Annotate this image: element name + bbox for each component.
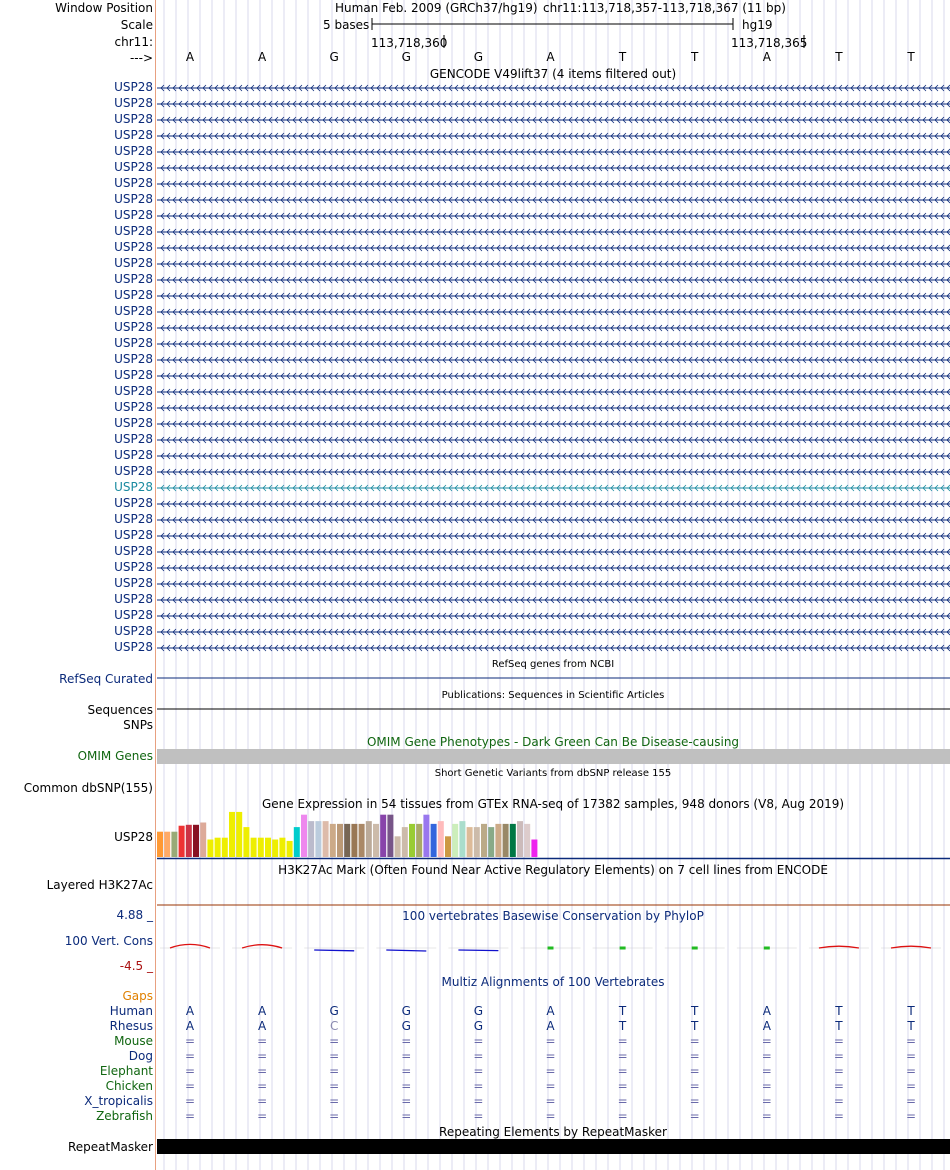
gtex-tissue-bar[interactable] (287, 841, 293, 857)
gtex-tissue-bar[interactable] (294, 827, 300, 857)
alignment-base: = (184, 1049, 196, 1063)
phylop-score-mark (386, 950, 426, 951)
gene-label[interactable]: USP28 (114, 592, 153, 606)
gene-label[interactable]: USP28 (114, 384, 153, 398)
gtex-tissue-bar[interactable] (445, 836, 451, 857)
gene-feature[interactable] (157, 611, 950, 621)
alignment-base: A (185, 1004, 195, 1018)
gtex-tissue-bar[interactable] (157, 832, 163, 857)
gene-feature[interactable] (157, 291, 950, 301)
gtex-tissue-bar[interactable] (467, 827, 473, 857)
gtex-tissue-bar[interactable] (265, 838, 271, 857)
gene-feature[interactable] (157, 643, 950, 653)
gene-label[interactable]: USP28 (114, 576, 153, 590)
phylop-axis-min: -4.5 _ (119, 959, 153, 973)
gene-label[interactable]: USP28 (114, 112, 153, 126)
base-letter: T (835, 50, 843, 64)
gtex-tissue-bar[interactable] (207, 840, 213, 857)
gene-feature[interactable] (157, 579, 950, 589)
alignment-base: = (329, 1109, 340, 1123)
h3k27ac-track-title[interactable]: H3K27Ac Mark (Often Found Near Active Regulatory Elements) on 7 cell lines from ENCODE (278, 863, 828, 877)
gene-feature[interactable] (157, 499, 950, 509)
phylop-score-mark (314, 950, 354, 951)
phylop-plot[interactable] (157, 930, 950, 960)
alignment-base: = (329, 1094, 340, 1108)
gene-feature[interactable] (157, 99, 950, 109)
base-letter: A (257, 50, 267, 64)
refseq-line[interactable] (157, 677, 950, 680)
alignment-base: = (329, 1049, 340, 1063)
alignment-base: = (473, 1109, 484, 1123)
pubs-label-sequences: Sequences (87, 703, 153, 717)
gtex-tissue-bar[interactable] (215, 838, 221, 857)
gene-label[interactable]: USP28 (114, 192, 153, 206)
base-letter: G (401, 50, 411, 64)
gene-label[interactable]: USP28 (114, 208, 153, 222)
gtex-tissue-bar[interactable] (431, 824, 437, 857)
phylop-axis-max: 4.88 _ (116, 908, 153, 922)
gene-label[interactable]: USP28 (114, 624, 153, 638)
gene-feature[interactable] (157, 275, 950, 285)
base-letter: T (907, 50, 915, 64)
gene-label[interactable]: USP28 (114, 336, 153, 350)
alignment-base: = (689, 1049, 700, 1063)
alignment-base: = (761, 1079, 772, 1093)
gtex-tissue-bar[interactable] (395, 836, 401, 857)
gtex-tissue-bar[interactable] (272, 840, 278, 857)
multiz-gaps-label: Gaps (122, 989, 153, 1003)
alignment-base: = (545, 1064, 556, 1078)
gtex-tissue-bar[interactable] (380, 815, 386, 857)
alignment-base: = (401, 1049, 412, 1063)
species-label: Dog (128, 1049, 153, 1063)
alignment-base: = (545, 1049, 556, 1063)
pubs-line[interactable] (157, 708, 950, 711)
gtex-tissue-bar[interactable] (402, 827, 408, 857)
gtex-tissue-bar[interactable] (279, 838, 285, 857)
gene-feature[interactable] (157, 355, 950, 365)
alignment-base: = (257, 1034, 268, 1048)
rmsk-track-title[interactable]: Repeating Elements by RepeatMasker (439, 1125, 667, 1139)
gtex-tissue-bar[interactable] (171, 832, 177, 857)
coord-right: 113,718,365 (731, 36, 808, 50)
alignment-base: = (545, 1034, 556, 1048)
gtex-tissue-bar[interactable] (373, 824, 379, 857)
gene-feature[interactable] (157, 483, 950, 493)
h3k27ac-label: Layered H3K27Ac (46, 878, 153, 892)
gtex-tissue-bar[interactable] (193, 825, 199, 857)
alignment-base: T (691, 1004, 699, 1018)
alignment-base: = (257, 1064, 268, 1078)
gene-label[interactable]: USP28 (114, 400, 153, 414)
refseq-track-title[interactable]: RefSeq genes from NCBI (491, 659, 615, 670)
gtex-tissue-bar[interactable] (359, 824, 365, 857)
gene-feature[interactable] (157, 195, 950, 205)
omim-feature-bar[interactable] (157, 749, 950, 764)
gtex-tissue-bar[interactable] (229, 812, 235, 857)
gtex-tissue-bar[interactable] (495, 824, 501, 857)
gtex-tissue-bar[interactable] (258, 838, 264, 857)
base-letter: G (329, 50, 339, 64)
alignment-base: = (833, 1034, 844, 1048)
gtex-tissue-bar[interactable] (243, 827, 249, 857)
gene-feature[interactable] (157, 435, 950, 445)
gene-label[interactable]: USP28 (114, 368, 153, 382)
gene-feature[interactable] (157, 339, 950, 349)
alignment-base: C (329, 1019, 339, 1033)
gtex-tissue-bar[interactable] (423, 815, 429, 857)
gtex-tissue-bar[interactable] (438, 821, 444, 857)
alignment-base: = (401, 1079, 412, 1093)
gene-feature[interactable] (157, 387, 950, 397)
gene-feature[interactable] (157, 323, 950, 333)
alignment-base: = (689, 1079, 700, 1093)
base-letter: A (762, 50, 771, 64)
alignment-base: = (905, 1034, 917, 1048)
pubs-track-title[interactable]: Publications: Sequences in Scientific Articles (441, 690, 665, 701)
gtex-tissue-bar[interactable] (323, 821, 329, 857)
gene-label[interactable]: USP28 (114, 544, 153, 558)
alignment-base: T (835, 1004, 843, 1018)
alignment-base: A (546, 1004, 555, 1018)
phylop-score-mark (458, 950, 498, 951)
alignment-base: T (618, 1019, 627, 1033)
gtex-tissue-bar[interactable] (344, 824, 350, 857)
gene-label[interactable]: USP28 (114, 528, 153, 542)
phylop-track-title[interactable]: 100 vertebrates Basewise Conservation by PhyloP (402, 909, 704, 923)
gene-label[interactable]: USP28 (114, 432, 153, 446)
gene-label[interactable]: USP28 (114, 224, 153, 238)
gene-feature[interactable] (157, 227, 950, 237)
scale-label: Scale (120, 18, 153, 32)
gene-feature[interactable] (157, 563, 950, 573)
species-label: Elephant (99, 1064, 153, 1078)
gene-feature[interactable] (157, 115, 950, 125)
gene-label[interactable]: USP28 (114, 160, 153, 174)
gene-label[interactable]: USP28 (114, 608, 153, 622)
gtex-tissue-bar[interactable] (337, 824, 343, 857)
gene-label[interactable]: USP28 (114, 416, 153, 430)
alignment-base: = (473, 1079, 484, 1093)
rmsk-feature-bar[interactable] (157, 1139, 950, 1154)
gene-feature[interactable] (157, 307, 950, 317)
alignment-base: = (761, 1109, 772, 1123)
position-readout: chr11:113,718,357-113,718,367 (11 bp) (543, 1, 786, 15)
gene-label[interactable]: USP28 (114, 512, 153, 526)
gtex-gene-label[interactable]: USP28 (114, 830, 153, 844)
gtex-bar-chart[interactable] (157, 811, 950, 861)
gtex-tissue-bar[interactable] (503, 824, 509, 857)
gene-label[interactable]: USP28 (114, 176, 153, 190)
gene-feature[interactable] (157, 179, 950, 189)
alignment-base: = (257, 1109, 268, 1123)
gene-feature[interactable] (157, 243, 950, 253)
gene-label[interactable]: USP28 (114, 496, 153, 510)
alignment-base: = (905, 1094, 917, 1108)
alignment-base: = (833, 1079, 844, 1093)
omim-track-title[interactable]: OMIM Gene Phenotypes - Dark Green Can Be Disease-causing (366, 735, 740, 749)
gtex-tissue-bar[interactable] (315, 821, 321, 857)
species-label: Zebrafish (96, 1109, 153, 1123)
alignment-base: T (618, 1004, 627, 1018)
alignment-base: = (833, 1109, 844, 1123)
alignment-base: = (689, 1094, 700, 1108)
base-letter: A (185, 50, 195, 64)
gtex-tissue-bar[interactable] (416, 824, 422, 857)
gene-feature[interactable] (157, 83, 950, 93)
alignment-base: = (833, 1094, 844, 1108)
gene-feature[interactable] (157, 147, 950, 157)
alignment-base: = (545, 1094, 556, 1108)
omim-label[interactable]: OMIM Genes (77, 749, 153, 763)
alignment-base: = (184, 1034, 196, 1048)
gtex-tissue-bar[interactable] (488, 827, 494, 857)
alignment-base: = (401, 1094, 412, 1108)
scale-text: 5 bases (323, 18, 370, 32)
base-letter: G (473, 50, 484, 64)
gene-label[interactable]: USP28 (114, 464, 153, 478)
alignment-base: = (617, 1064, 628, 1078)
alignment-base: = (257, 1049, 268, 1063)
gene-label[interactable]: USP28 (114, 448, 153, 462)
alignment-base: = (617, 1034, 628, 1048)
gene-feature[interactable] (157, 627, 950, 637)
gtex-tissue-bar[interactable] (351, 824, 357, 857)
alignment-base: = (184, 1109, 196, 1123)
alignment-base: T (907, 1004, 915, 1018)
gene-feature[interactable] (157, 163, 950, 173)
db-label: hg19 (742, 18, 773, 32)
base-letter: A (546, 50, 555, 64)
gene-label[interactable]: USP28 (114, 560, 153, 574)
dbsnp-track-title[interactable]: Short Genetic Variants from dbSNP release 155 (434, 768, 672, 779)
alignment-base: = (617, 1079, 628, 1093)
gene-feature[interactable] (157, 131, 950, 141)
window-position-label: Window Position (55, 1, 153, 15)
phylop-score-mark (242, 945, 282, 948)
refseq-label[interactable]: RefSeq Curated (59, 672, 153, 686)
alignment-base: G (401, 1004, 411, 1018)
base-letter: T (691, 50, 699, 64)
alignment-base: = (617, 1049, 628, 1063)
gene-feature[interactable] (157, 531, 950, 541)
alignment-base: = (184, 1079, 196, 1093)
gene-label[interactable]: USP28 (114, 80, 153, 94)
dbsnp-label: Common dbSNP(155) (23, 781, 153, 795)
gene-label[interactable]: USP28 (114, 256, 153, 270)
alignment-base: = (401, 1064, 412, 1078)
gtex-tissue-bar[interactable] (251, 838, 257, 857)
gene-label[interactable]: USP28 (114, 96, 153, 110)
alignment-base: A (257, 1019, 267, 1033)
gene-label[interactable]: USP28 (114, 144, 153, 158)
phylop-label: 100 Vert. Cons (64, 934, 153, 948)
assembly-title: Human Feb. 2009 (GRCh37/hg19) (335, 1, 538, 15)
species-label: Human (109, 1004, 153, 1018)
alignment-base: = (473, 1049, 484, 1063)
chrom-label: chr11: (114, 35, 153, 49)
alignment-base: = (473, 1034, 484, 1048)
alignment-base: A (185, 1019, 195, 1033)
alignment-base: = (761, 1064, 772, 1078)
alignment-base: G (473, 1004, 484, 1018)
species-label: Mouse (114, 1034, 153, 1048)
gtex-tissue-bar[interactable] (301, 815, 307, 857)
alignment-base: G (329, 1004, 339, 1018)
rmsk-label: RepeatMasker (67, 1140, 153, 1154)
alignment-base: = (905, 1079, 917, 1093)
alignment-base: A (546, 1019, 555, 1033)
pubs-label-snps: SNPs (123, 718, 153, 732)
gene-label[interactable]: USP28 (114, 320, 153, 334)
gtex-tissue-bar[interactable] (452, 824, 458, 857)
species-label: Rhesus (109, 1019, 153, 1033)
alignment-base: = (329, 1064, 340, 1078)
gtex-tissue-bar[interactable] (164, 832, 170, 857)
gtex-tissue-bar[interactable] (531, 840, 537, 857)
alignment-base: = (905, 1064, 917, 1078)
gene-label[interactable]: USP28 (114, 240, 153, 254)
gencode-track-title[interactable]: GENCODE V49lift37 (4 items filtered out) (429, 67, 677, 81)
gene-feature[interactable] (157, 595, 950, 605)
alignment-base: A (257, 1004, 267, 1018)
gtex-tissue-bar[interactable] (474, 827, 480, 857)
alignment-base: = (761, 1094, 772, 1108)
alignment-base: = (401, 1034, 412, 1048)
alignment-base: = (761, 1034, 772, 1048)
alignment-base: A (762, 1004, 771, 1018)
gene-label[interactable]: USP28 (114, 128, 153, 142)
alignment-base: = (689, 1109, 700, 1123)
gtex-tissue-bar[interactable] (517, 821, 523, 857)
gene-label[interactable]: USP28 (114, 304, 153, 318)
gene-feature[interactable] (157, 403, 950, 413)
gtex-tissue-bar[interactable] (330, 824, 336, 857)
alignment-base: = (689, 1034, 700, 1048)
alignment-base: T (835, 1019, 843, 1033)
gtex-tissue-bar[interactable] (409, 824, 415, 857)
alignment-base: T (691, 1019, 699, 1033)
alignment-base: T (907, 1019, 915, 1033)
gene-feature[interactable] (157, 547, 950, 557)
alignment-base: = (545, 1109, 556, 1123)
gene-label[interactable]: USP28 (114, 272, 153, 286)
multiz-track-title[interactable]: Multiz Alignments of 100 Vertebrates (441, 975, 665, 989)
gene-feature[interactable] (157, 371, 950, 381)
coord-left: 113,718,360 (371, 36, 448, 50)
gene-feature[interactable] (157, 211, 950, 221)
h3k27ac-baseline (157, 904, 950, 907)
base-letter: T (618, 50, 627, 64)
alignment-base: = (833, 1049, 844, 1063)
alignment-base: = (473, 1064, 484, 1078)
gtex-tissue-bar[interactable] (200, 823, 206, 858)
alignment-base: = (545, 1079, 556, 1093)
strand-arrow-label: ---> (129, 51, 153, 65)
gtex-tissue-bar[interactable] (524, 824, 530, 857)
species-label: X_tropicalis (84, 1094, 153, 1108)
gene-feature[interactable] (157, 515, 950, 525)
gene-label[interactable]: USP28 (114, 480, 153, 494)
gtex-tissue-bar[interactable] (459, 821, 465, 857)
gene-feature[interactable] (157, 451, 950, 461)
gtex-tissue-bar[interactable] (510, 824, 516, 857)
gtex-tissue-bar[interactable] (481, 824, 487, 857)
alignment-base: = (833, 1064, 844, 1078)
alignment-base: = (257, 1094, 268, 1108)
alignment-base: = (905, 1049, 917, 1063)
gtex-track-title[interactable]: Gene Expression in 54 tissues from GTEx RNA-seq of 17382 samples, 948 donors (V8, Aug 2019) (261, 797, 845, 811)
gtex-tissue-bar[interactable] (387, 815, 393, 857)
gtex-tissue-bar[interactable] (222, 838, 228, 857)
alignment-base: = (689, 1064, 700, 1078)
alignment-base: = (617, 1109, 628, 1123)
alignment-base: = (401, 1109, 412, 1123)
gtex-tissue-bar[interactable] (236, 812, 242, 857)
gtex-tissue-bar[interactable] (366, 821, 372, 857)
alignment-base: A (762, 1019, 771, 1033)
alignment-base: = (329, 1079, 340, 1093)
alignment-base: = (329, 1034, 340, 1048)
alignment-base: G (473, 1019, 484, 1033)
gene-label[interactable]: USP28 (114, 352, 153, 366)
alignment-base: G (401, 1019, 411, 1033)
gene-feature[interactable] (157, 467, 950, 477)
phylop-score-mark (170, 944, 210, 948)
alignment-base: = (905, 1109, 917, 1123)
alignment-base: = (473, 1094, 484, 1108)
gtex-tissue-bar[interactable] (186, 825, 192, 857)
alignment-base: = (184, 1094, 196, 1108)
alignment-base: = (761, 1049, 772, 1063)
alignment-base: = (257, 1079, 268, 1093)
species-label: Chicken (105, 1079, 153, 1093)
alignment-base: = (184, 1064, 196, 1078)
gene-feature[interactable] (157, 259, 950, 269)
gtex-tissue-bar[interactable] (308, 821, 314, 857)
gtex-tissue-bar[interactable] (179, 826, 185, 857)
alignment-base: = (617, 1094, 628, 1108)
gene-label[interactable]: USP28 (114, 640, 153, 654)
gene-label[interactable]: USP28 (114, 288, 153, 302)
gene-feature[interactable] (157, 419, 950, 429)
